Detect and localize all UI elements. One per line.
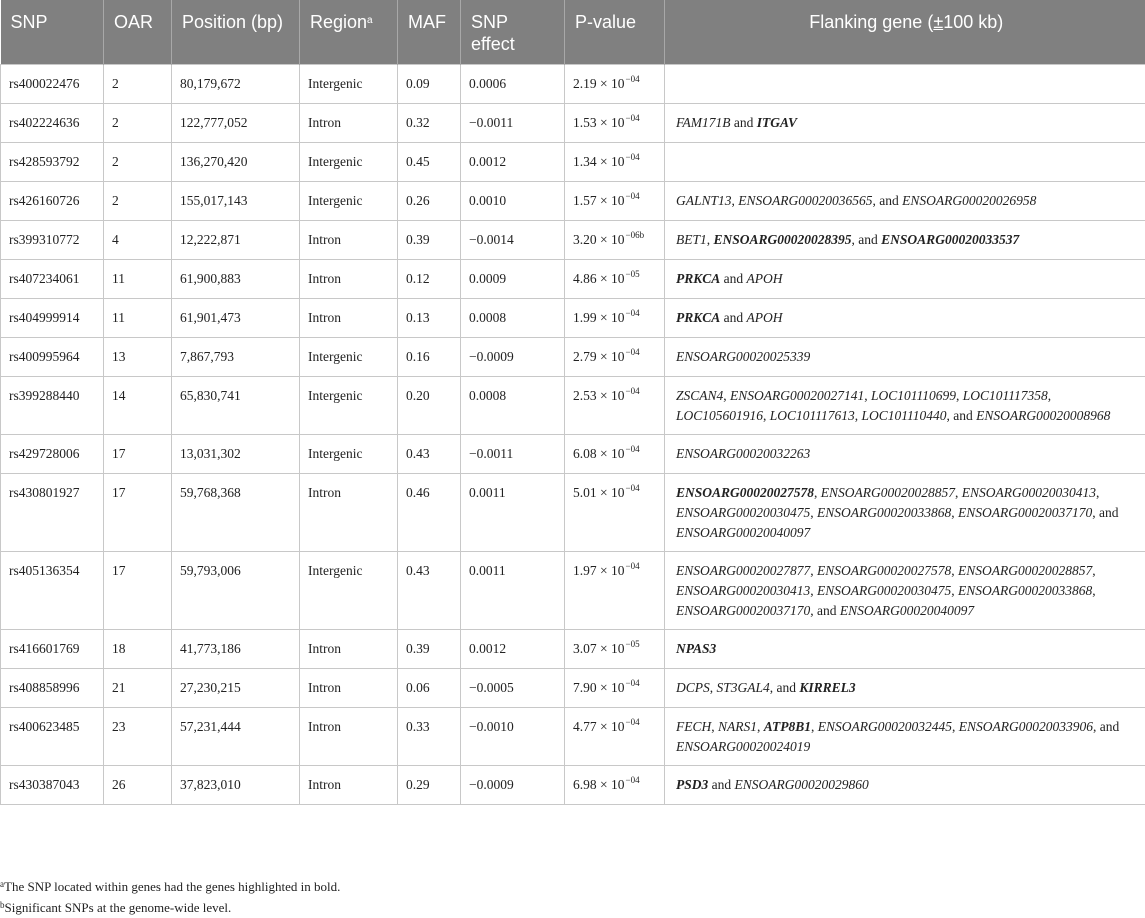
gene-separator: ,: [810, 583, 817, 598]
gene-separator: and: [720, 271, 747, 286]
cell-region: Intergenic: [300, 182, 398, 221]
cell-snp-effect: 0.0009: [461, 260, 565, 299]
cell-oar: 21: [104, 669, 172, 708]
cell-p-value: [565, 708, 665, 766]
gene-name: ENSOARG00020028857: [958, 563, 1093, 578]
table-row: [1, 65, 1145, 104]
gene-separator: ,: [709, 680, 717, 695]
p-value-mantissa: 2.19 × 10: [573, 76, 625, 91]
cell-maf: 0.20: [398, 377, 461, 435]
cell-region: Intron: [300, 474, 398, 552]
cell-oar: 2: [104, 65, 172, 104]
gene-name: PRKCA: [676, 271, 721, 286]
p-value-exponent: −04: [625, 152, 640, 162]
gene-separator: ,: [811, 719, 818, 734]
gene-name: GALNT13: [676, 193, 732, 208]
table-row: [1, 766, 1145, 805]
table-row: [1, 143, 1145, 182]
cell-snp: rs400022476: [1, 65, 104, 104]
cell-region: Intergenic: [300, 435, 398, 474]
cell-snp-effect: −0.0011: [461, 104, 565, 143]
cell-region: Intron: [300, 669, 398, 708]
table-body: [1, 65, 1145, 805]
cell-snp: rs408858996: [1, 669, 104, 708]
cell-oar: 2: [104, 182, 172, 221]
cell-snp: rs400995964: [1, 338, 104, 377]
header-flanking-gene-range: 100 kb): [943, 12, 1004, 32]
gene-name: APOH: [746, 310, 783, 325]
cell-snp-effect: −0.0014: [461, 221, 565, 260]
p-value-exponent: −04: [625, 386, 640, 396]
cell-maf: 0.43: [398, 435, 461, 474]
cell-snp: rs428593792: [1, 143, 104, 182]
table-row: [1, 299, 1145, 338]
cell-maf: 0.39: [398, 221, 461, 260]
gene-name: ATP8B1: [763, 719, 812, 734]
gene-separator: ,: [711, 719, 718, 734]
cell-region: Intron: [300, 221, 398, 260]
gene-name: DCPS: [676, 680, 710, 695]
cell-region: Intron: [300, 708, 398, 766]
cell-flanking-gene: [665, 182, 1145, 221]
p-value-exponent: −06b: [625, 230, 645, 240]
gene-name: PRKCA: [676, 310, 721, 325]
cell-position: 12,222,871: [172, 221, 300, 260]
gene-name: ENSOARG00020027578: [676, 485, 815, 500]
cell-maf: 0.46: [398, 474, 461, 552]
header-maf: [398, 0, 461, 65]
header-plus-minus-symbol: ±: [933, 12, 944, 32]
table-row: [1, 377, 1145, 435]
gene-separator: ,: [706, 232, 714, 247]
cell-region: Intergenic: [300, 552, 398, 630]
cell-oar: 17: [104, 435, 172, 474]
cell-snp: rs416601769: [1, 630, 104, 669]
p-value-exponent: −05: [625, 639, 640, 649]
gene-name: ENSOARG00020033537: [881, 232, 1020, 247]
cell-snp: rs399288440: [1, 377, 104, 435]
cell-snp: rs426160726: [1, 182, 104, 221]
cell-flanking-gene: [665, 143, 1145, 182]
gene-name: ENSOARG00020008968: [976, 408, 1111, 423]
cell-flanking-gene: [665, 708, 1145, 766]
header-flanking-gene-label: Flanking gene (: [809, 12, 934, 32]
p-value-exponent: −04: [625, 483, 640, 493]
cell-snp: rs404999914: [1, 299, 104, 338]
cell-snp-effect: −0.0005: [461, 669, 565, 708]
gene-separator: , and: [1092, 505, 1119, 520]
cell-p-value: [565, 377, 665, 435]
gene-separator: and: [720, 310, 747, 325]
header-region-label: Region: [310, 12, 368, 32]
cell-maf: 0.13: [398, 299, 461, 338]
cell-p-value: [565, 104, 665, 143]
p-value-mantissa: 2.53 × 10: [573, 388, 625, 403]
p-value-exponent: −04: [625, 74, 640, 84]
footnote-b-mark: b: [0, 900, 5, 910]
cell-oar: 17: [104, 474, 172, 552]
gene-name: ENSOARG00020029860: [734, 777, 869, 792]
header-oar-label: OAR: [114, 12, 154, 32]
cell-p-value: [565, 766, 665, 805]
p-value-mantissa: 3.20 × 10: [573, 232, 625, 247]
header-snp-label: SNP: [10, 12, 48, 32]
cell-flanking-gene: [665, 435, 1145, 474]
cell-region: Intron: [300, 104, 398, 143]
cell-p-value: [565, 338, 665, 377]
cell-flanking-gene: [665, 669, 1145, 708]
cell-flanking-gene: [665, 65, 1145, 104]
cell-snp-effect: −0.0011: [461, 435, 565, 474]
p-value-exponent: −05: [625, 269, 640, 279]
cell-oar: 11: [104, 260, 172, 299]
gene-separator: , and: [769, 680, 800, 695]
cell-oar: 13: [104, 338, 172, 377]
header-row: [1, 0, 1145, 65]
footnotes: [0, 876, 1145, 918]
cell-snp: rs402224636: [1, 104, 104, 143]
table-row: [1, 104, 1145, 143]
gene-name: ITGAV: [756, 115, 798, 130]
cell-oar: 2: [104, 143, 172, 182]
cell-snp: rs399310772: [1, 221, 104, 260]
table-row: [1, 552, 1145, 630]
gene-separator: ,: [952, 719, 959, 734]
gene-name: ENSOARG00020040097: [839, 603, 975, 618]
header-p-value-label: P-value: [575, 12, 637, 32]
gene-name: ENSOARG00020030475: [676, 505, 811, 520]
cell-snp-effect: −0.0009: [461, 338, 565, 377]
gene-name: ENSOARG00020037170: [676, 603, 811, 618]
cell-position: 136,270,420: [172, 143, 300, 182]
cell-maf: 0.12: [398, 260, 461, 299]
p-value-exponent: −04: [625, 444, 640, 454]
cell-maf: 0.33: [398, 708, 461, 766]
gene-name: PSD3: [676, 777, 709, 792]
table-row: [1, 669, 1145, 708]
gene-name: NARS1: [718, 719, 757, 734]
cell-snp-effect: 0.0010: [461, 182, 565, 221]
gene-name: LOC105601916: [676, 408, 764, 423]
cell-p-value: [565, 669, 665, 708]
cell-oar: 4: [104, 221, 172, 260]
cell-snp: rs430801927: [1, 474, 104, 552]
header-position-label: Position (bp): [182, 12, 284, 32]
cell-snp-effect: 0.0011: [461, 474, 565, 552]
cell-snp: rs429728006: [1, 435, 104, 474]
cell-oar: 26: [104, 766, 172, 805]
gene-name: ENSOARG00020025339: [676, 349, 811, 364]
gene-separator: ,: [731, 193, 739, 208]
cell-position: 80,179,672: [172, 65, 300, 104]
table-row: [1, 338, 1145, 377]
cell-maf: 0.09: [398, 65, 461, 104]
gene-name: ENSOARG00020030413: [961, 485, 1097, 500]
cell-region: Intergenic: [300, 338, 398, 377]
header-position: [172, 0, 300, 65]
gene-separator: , and: [872, 193, 903, 208]
gene-name: ENSOARG00020027141: [730, 388, 865, 403]
p-value-mantissa: 4.77 × 10: [573, 719, 625, 734]
cell-p-value: [565, 221, 665, 260]
gene-name: BET1: [676, 232, 707, 247]
cell-flanking-gene: [665, 221, 1145, 260]
table-row: [1, 182, 1145, 221]
gene-separator: and: [730, 115, 757, 130]
gene-separator: ,: [1092, 583, 1096, 598]
p-value-mantissa: 1.99 × 10: [573, 310, 625, 325]
cell-region: Intron: [300, 299, 398, 338]
cell-maf: 0.32: [398, 104, 461, 143]
cell-oar: 2: [104, 104, 172, 143]
table-row: [1, 708, 1145, 766]
cell-oar: 17: [104, 552, 172, 630]
gene-name: NPAS3: [676, 641, 717, 656]
gene-separator: ,: [810, 505, 817, 520]
gene-separator: and: [708, 777, 735, 792]
cell-p-value: [565, 143, 665, 182]
cell-maf: 0.39: [398, 630, 461, 669]
p-value-exponent: −04: [625, 191, 640, 201]
cell-region: Intergenic: [300, 65, 398, 104]
cell-maf: 0.26: [398, 182, 461, 221]
p-value-exponent: −04: [625, 113, 640, 123]
gene-name: ENSOARG00020027578: [817, 563, 952, 578]
p-value-mantissa: 6.98 × 10: [573, 777, 625, 792]
gene-separator: ,: [864, 388, 872, 403]
gene-name: ENSOARG00020030475: [817, 583, 952, 598]
cell-p-value: [565, 435, 665, 474]
cell-position: 61,901,473: [172, 299, 300, 338]
gene-separator: ,: [951, 563, 958, 578]
cell-flanking-gene: [665, 338, 1145, 377]
cell-oar: 18: [104, 630, 172, 669]
gene-name: ENSOARG00020036565: [738, 193, 873, 208]
cell-flanking-gene: [665, 474, 1145, 552]
cell-region: Intron: [300, 260, 398, 299]
cell-flanking-gene: [665, 377, 1145, 435]
header-p-value: [565, 0, 665, 65]
cell-snp-effect: 0.0011: [461, 552, 565, 630]
gene-name: FAM171B: [676, 115, 731, 130]
header-snp: [1, 0, 104, 65]
p-value-mantissa: 1.97 × 10: [573, 563, 625, 578]
cell-p-value: [565, 552, 665, 630]
gene-name: ENSOARG00020033868: [958, 583, 1093, 598]
cell-region: Intergenic: [300, 377, 398, 435]
cell-p-value: [565, 299, 665, 338]
p-value-mantissa: 1.57 × 10: [573, 193, 625, 208]
gene-name: ENSOARG00020037170: [958, 505, 1093, 520]
header-maf-label: MAF: [408, 12, 446, 32]
cell-snp-effect: 0.0006: [461, 65, 565, 104]
footnote-a-text: The SNP located within genes had the genes highlighted in bold.: [4, 879, 341, 894]
cell-flanking-gene: [665, 552, 1145, 630]
gene-separator: ,: [723, 388, 731, 403]
cell-flanking-gene: [665, 260, 1145, 299]
table-row: [1, 260, 1145, 299]
gene-separator: ,: [1096, 485, 1100, 500]
cell-position: 61,900,883: [172, 260, 300, 299]
cell-position: 155,017,143: [172, 182, 300, 221]
cell-position: 57,231,444: [172, 708, 300, 766]
cell-position: 65,830,741: [172, 377, 300, 435]
gene-name: ENSOARG00020033868: [817, 505, 952, 520]
p-value-mantissa: 2.79 × 10: [573, 349, 625, 364]
cell-p-value: [565, 474, 665, 552]
table-header: [1, 0, 1145, 65]
cell-oar: 11: [104, 299, 172, 338]
gene-name: LOC101117613: [769, 408, 855, 423]
gene-name: LOC101110440: [861, 408, 947, 423]
gene-name: ENSOARG00020028395: [713, 232, 852, 247]
cell-snp: rs405136354: [1, 552, 104, 630]
cell-flanking-gene: [665, 299, 1145, 338]
cell-snp: rs400623485: [1, 708, 104, 766]
gene-name: ZSCAN4: [676, 388, 724, 403]
gene-separator: , and: [851, 232, 882, 247]
cell-maf: 0.29: [398, 766, 461, 805]
p-value-mantissa: 1.34 × 10: [573, 154, 625, 169]
gene-separator: ,: [763, 408, 770, 423]
cell-p-value: [565, 182, 665, 221]
table-row: [1, 474, 1145, 552]
gene-name: ENSOARG00020024019: [676, 739, 811, 754]
cell-snp-effect: 0.0008: [461, 377, 565, 435]
gene-name: ST3GAL4: [716, 680, 770, 695]
cell-snp: rs430387043: [1, 766, 104, 805]
footnote-a-mark: a: [0, 879, 4, 889]
cell-p-value: [565, 630, 665, 669]
gene-name: ENSOARG00020030413: [676, 583, 811, 598]
footnote-a: [0, 876, 1145, 897]
cell-maf: 0.43: [398, 552, 461, 630]
gene-separator: , and: [1093, 719, 1120, 734]
gene-name: ENSOARG00020033906: [958, 719, 1094, 734]
table-row: [1, 630, 1145, 669]
cell-snp-effect: 0.0012: [461, 143, 565, 182]
gene-name: KIRREL3: [799, 680, 856, 695]
header-oar: [104, 0, 172, 65]
table-row: [1, 221, 1145, 260]
footnote-b: [0, 897, 1145, 918]
gene-name: FECH: [676, 719, 712, 734]
p-value-exponent: −04: [625, 775, 640, 785]
gene-name: ENSOARG00020032263: [676, 446, 811, 461]
cell-maf: 0.16: [398, 338, 461, 377]
gene-name: ENSOARG00020027877: [676, 563, 811, 578]
gene-separator: ,: [1092, 563, 1096, 578]
gene-name: ENSOARG00020026958: [902, 193, 1037, 208]
p-value-mantissa: 6.08 × 10: [573, 446, 625, 461]
gene-name: LOC101110699: [871, 388, 957, 403]
cell-region: Intron: [300, 766, 398, 805]
cell-p-value: [565, 65, 665, 104]
gene-separator: ,: [810, 563, 817, 578]
p-value-exponent: −04: [625, 347, 640, 357]
p-value-mantissa: 1.53 × 10: [573, 115, 625, 130]
p-value-exponent: −04: [625, 561, 640, 571]
cell-position: 59,768,368: [172, 474, 300, 552]
cell-oar: 14: [104, 377, 172, 435]
header-region: [300, 0, 398, 65]
p-value-mantissa: 4.86 × 10: [573, 271, 625, 286]
gene-name: LOC101117358: [962, 388, 1048, 403]
gene-separator: ,: [757, 719, 764, 734]
cell-oar: 23: [104, 708, 172, 766]
cell-position: 27,230,215: [172, 669, 300, 708]
cell-snp-effect: 0.0012: [461, 630, 565, 669]
cell-flanking-gene: [665, 630, 1145, 669]
gene-name: ENSOARG00020040097: [676, 525, 811, 540]
gene-separator: ,: [854, 408, 862, 423]
cell-maf: 0.45: [398, 143, 461, 182]
cell-flanking-gene: [665, 766, 1145, 805]
p-value-exponent: −04: [625, 308, 640, 318]
cell-flanking-gene: [665, 104, 1145, 143]
gene-separator: ,: [951, 505, 958, 520]
cell-position: 59,793,006: [172, 552, 300, 630]
gene-separator: ,: [814, 485, 821, 500]
cell-region: Intron: [300, 630, 398, 669]
cell-snp-effect: −0.0009: [461, 766, 565, 805]
cell-region: Intergenic: [300, 143, 398, 182]
gene-separator: , and: [946, 408, 977, 423]
header-region-footnote-mark: a: [367, 15, 373, 26]
p-value-mantissa: 3.07 × 10: [573, 641, 625, 656]
cell-position: 13,031,302: [172, 435, 300, 474]
gene-name: ENSOARG00020032445: [817, 719, 953, 734]
table-row: [1, 435, 1145, 474]
gene-name: APOH: [746, 271, 783, 286]
header-snp-effect-label: SNP effect: [471, 12, 515, 54]
cell-position: 41,773,186: [172, 630, 300, 669]
cell-snp-effect: 0.0008: [461, 299, 565, 338]
cell-position: 37,823,010: [172, 766, 300, 805]
gene-separator: , and: [810, 603, 840, 618]
header-snp-effect: [461, 0, 565, 65]
gene-name: ENSOARG00020028857: [820, 485, 956, 500]
p-value-mantissa: 5.01 × 10: [573, 485, 625, 500]
p-value-exponent: −04: [625, 717, 640, 727]
cell-snp: rs407234061: [1, 260, 104, 299]
cell-p-value: [565, 260, 665, 299]
gene-separator: ,: [955, 485, 962, 500]
cell-maf: 0.06: [398, 669, 461, 708]
footnote-b-text: Significant SNPs at the genome-wide level.: [4, 900, 232, 915]
gene-separator: ,: [1047, 388, 1052, 403]
p-value-mantissa: 7.90 × 10: [573, 680, 625, 695]
gene-separator: ,: [956, 388, 963, 403]
cell-position: 122,777,052: [172, 104, 300, 143]
cell-position: 7,867,793: [172, 338, 300, 377]
cell-snp-effect: −0.0010: [461, 708, 565, 766]
header-flanking-gene: [665, 0, 1145, 65]
gene-separator: ,: [951, 583, 958, 598]
p-value-exponent: −04: [625, 678, 640, 688]
